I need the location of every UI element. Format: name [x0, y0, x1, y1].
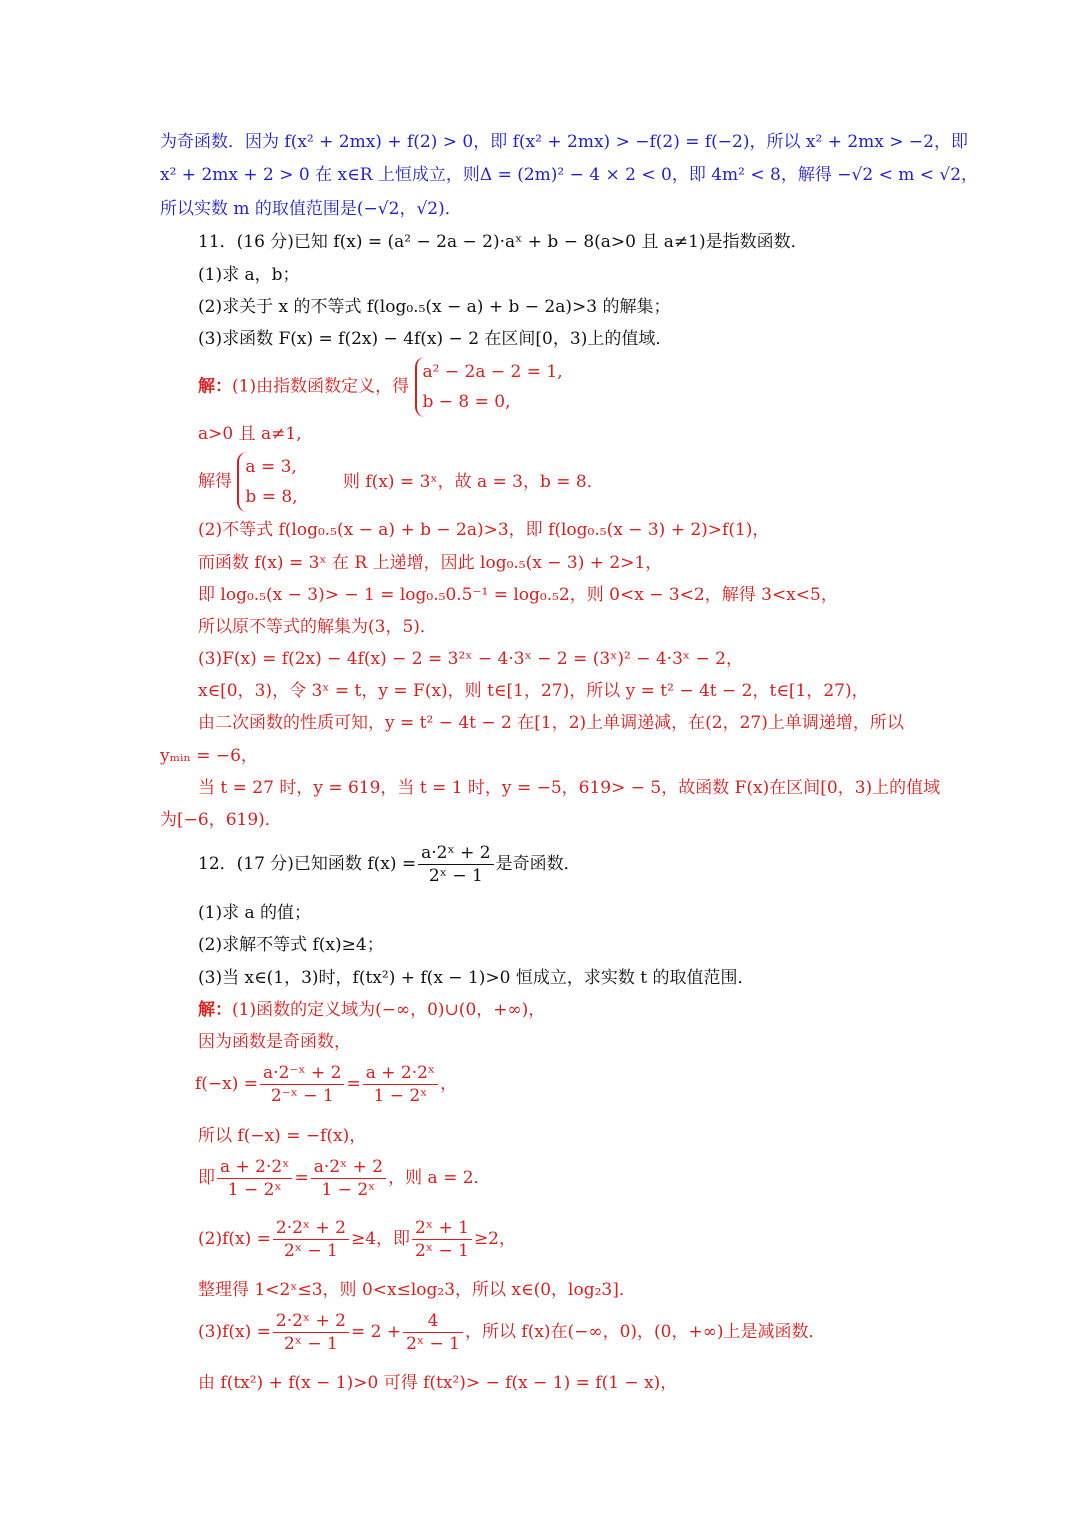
q12-part-3: (3)当 x∈(1，3)时，f(tx²) + f(x − 1)>0 恒成立，求实数 t 的取值范围．	[198, 968, 755, 988]
q12-part-1: (1)求 a 的值；	[198, 903, 312, 923]
q11-stem: 11．(16 分)已知 f(x) = (a² − 2a − 2)·aˣ + b − 8(a>0 且 a≠1)是指数函数．	[198, 232, 808, 252]
q11-part-2: (2)求关于 x 的不等式 f(log₀.₅(x − a) + b − 2a)>3 的解集；	[198, 297, 671, 317]
q11-s3-line-1: (3)F(x) = f(2x) − 4f(x) − 2 = 3²ˣ − 4·3ˣ − 2 = (3ˣ)² − 4·3ˣ − 2，	[198, 649, 743, 669]
q11-s3-line-2: x∈[0，3)，令 3ˣ = t，y = F(x)，则 t∈[1，27)，所以 y = t² − 4t − 2，t∈[1，27)，	[198, 681, 869, 701]
q12-eq-4: (3)f(x) = $\frac{\text{2·2ˣ + 2}}{\text{2ˣ − 1}}$ = 2 + $\frac{4}{\text{2ˣ − 1}}$ ，所以 f(x)在(−∞，0)，(0，+∞)上是减函数．	[198, 1311, 826, 1354]
intro-line-2: x² + 2mx + 2 > 0 在 x∈R 上恒成立，则Δ = (2m)² − 4 × 2 < 0，即 4m² < 8，解得 −√2 < m < √2，	[160, 165, 979, 185]
q12-eq-3: (2)f(x) = $\frac{\text{2·2ˣ + 2}}{\text{2ˣ − 1}}$ ≥4，即 $\frac{\text{2ˣ + 1}}{\text{2ˣ − 1}}$ ≥2，	[198, 1218, 516, 1261]
q11-part-1: (1)求 a，b；	[198, 265, 300, 285]
q11-s3-line-3: 由二次函数的性质可知，y = t² − 4t − 2 在[1，2)上单调递减，在(2，27)上单调递增，所以	[198, 713, 904, 733]
q11-solve: 解得 a = 3, b = 8, 则 f(x) = 3ˣ，故 a = 3，b = 8．	[198, 452, 604, 512]
intro-line-1: 为奇函数．因为 f(x² + 2mx) + f(2) > 0，即 f(x² + 2mx) > −f(2) = f(−2)，所以 x² + 2mx > −2，即	[160, 132, 968, 152]
q11-s2-line-2: 而函数 f(x) = 3ˣ 在 R 上递增，因此 log₀.₅(x − 3) + 2>1，	[198, 553, 663, 573]
q12-part-2: (2)求解不等式 f(x)≥4；	[198, 935, 384, 955]
q12-eq-1: f(−x) = $\frac{\text{a·2⁻ˣ + 2}}{\text{2⁻ˣ − 1}}$ = $\frac{\text{a + 2·2ˣ}}{\text{1 − 2ˣ}}$ ，	[195, 1063, 458, 1106]
q11-s3-line-4: yₘᵢₙ = −6，	[160, 746, 258, 766]
q11-s3-line-5: 当 t = 27 时，y = 619，当 t = 1 时，y = −5，619> − 5，故函数 F(x)在区间[0，3)上的值域	[198, 778, 941, 798]
q11-condition: a>0 且 a≠1,	[198, 424, 302, 444]
solution-label: 解：	[198, 376, 232, 397]
q12-eq-2: 即 $\frac{\text{a + 2·2ˣ}}{\text{1 − 2ˣ}}$ = $\frac{\text{a·2ˣ + 2}}{\text{1 − 2ˣ}}$ ，则 a = 2．	[198, 1157, 491, 1200]
equation-system-2: a = 3, b = 8,	[237, 452, 297, 512]
q12-sol-line-2: 因为函数是奇函数，	[198, 1032, 351, 1052]
q11-s3-line-6: 为[−6，619)．	[160, 810, 282, 830]
intro-line-3: 所以实数 m 的取值范围是(−√2，√2)．	[160, 199, 462, 219]
q11-part-3: (3)求函数 F(x) = f(2x) − 4f(x) − 2 在区间[0，3)上的值域．	[198, 329, 673, 349]
q12-stem: 12．(17 分)已知函数 f(x) = $\frac{\text{a·2ˣ + 2}}{\text{2ˣ − 1}}$ 是奇函数．	[198, 843, 581, 886]
q11-s2-line-1: (2)不等式 f(log₀.₅(x − a) + b − 2a)>3，即 f(log₀.₅(x − 3) + 2)>f(1)，	[198, 520, 770, 540]
q12-sol-line-4: 整理得 1<2ˣ≤3，则 0<x≤log₂3，所以 x∈(0，log₂3]．	[198, 1280, 636, 1300]
q12-sol-line-3: 所以 f(−x) = −f(x)，	[198, 1126, 367, 1146]
q11-s2-line-3: 即 log₀.₅(x − 3)> − 1 = log₀.₅0.5⁻¹ = log₀.₅2，则 0<x − 3<2，解得 3<x<5，	[198, 585, 838, 605]
q11-sol-intro: 解：(1)由指数函数定义，得 a² − 2a − 2 = 1, b − 8 = 0,	[198, 357, 563, 417]
equation-system-1: a² − 2a − 2 = 1, b − 8 = 0,	[415, 357, 563, 417]
q12-sol-line-5: 由 f(tx²) + f(x − 1)>0 可得 f(tx²)> − f(x − 1) = f(1 − x)，	[198, 1373, 678, 1393]
q12-sol-line-1: 解：(1)函数的定义域为(−∞，0)∪(0，+∞)，	[198, 1000, 546, 1020]
solution-label: 解：	[198, 1000, 232, 1020]
q11-s2-line-4: 所以原不等式的解集为(3，5)．	[198, 617, 437, 637]
q12-stem-fraction: $\frac{\text{a·2ˣ + 2}}{\text{2ˣ − 1}}$	[418, 842, 493, 887]
